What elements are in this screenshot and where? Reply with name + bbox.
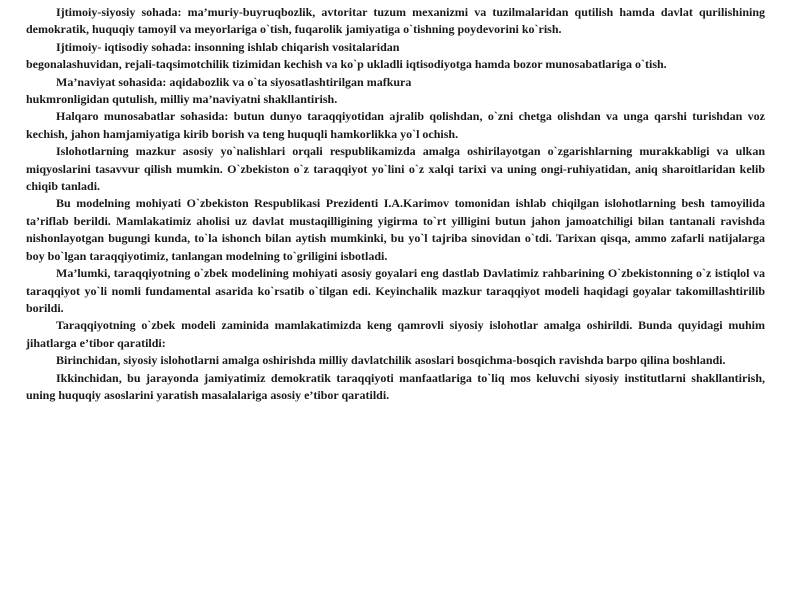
document-body (26, 4, 765, 404)
paragraph-socio-economic-heading: Ijtimoiy- iqtisodiy sohada: insonning ishlab chiqarish vositalaridan (56, 39, 400, 54)
paragraph-socio-political: Ijtimoiy-siyosiy sohada: ma’muriy-buyruqbozlik, avtoritar tuzum mexanizmi va tuzilmalaridan qutilish hamda davlat qurilishining demokratik, huquqiy tamoyil va meyorlariga o`tish, fuqarolik jamiyatiga o`tishning poydevorini ko`rish. (26, 5, 765, 37)
paragraph-second-point: Ikkinchidan, bu jarayonda jamiyatimiz demokratik taraqqiyoti manfaatlariga to`liq mos keluvchi siyosiy institutlarni shakllantirish, uning huquqiy asoslarini yaratish masalalariga asosiy e’tibor qaratildi. (26, 370, 765, 402)
paragraph-reform-directions: Islohotlarning mazkur asosiy yo`nalishlari orqali respublikamizda amalga oshirilayotgan o`zgarishlarning murakkabligi va ulkan miqyoslarini tasavvur qilish mumkin. O`zbekiston o`z taraqqiyot yo`lini o`z xalqi tarixi va uning ongi-ruhiyatidan, aniq sharoitlaridan kelib chiqib tanladi. (26, 144, 765, 194)
paragraph-model-ideas: Ma’lumki, taraqqiyotning o`zbek modelining mohiyati asosiy goyalari eng dastlab Davlatimiz rahbarining O`zbekistonning o`z istiqlol va taraqqiyot yo`li nomli fundamental asarida ko`rsatib o`tilgan edi. Keyinchalik mazkur taraqqiyot modeli haqidagi goyalar takomillashtirilib borildi. (26, 266, 765, 315)
paragraph-model-essence: Bu modelning mohiyati O`zbekiston Respublikasi Prezidenti I.A.Karimov tomonidan ishlab chiqilgan islohotlarning besh tamoyilida ta’riflab berildi. Mamlakatimiz aholisi uz davlat mustaqilligining yigirma to`rt yilligini butun jahon jamoatchiligi bilan tantanali ravishda nishonlayotgan bugungi kunda, to`la ishonch bilan aytish mumkinki, bu yo`l tajriba sinovidan o`tdi. Tarixan qisqa, ammo zafarli natijalarga boy bo`lgan taraqqiyotimiz, tanlangan modelning to`griligini isbotladi. (26, 196, 765, 263)
paragraph-spiritual-heading: Ma’naviyat sohasida: aqidabozlik va o`ta siyosatlashtirilgan mafkura (56, 74, 412, 89)
paragraph-first-point: Birinchidan, siyosiy islohotlarni amalga oshirishda milliy davlatchilik asoslari bosqichma-bosqich ravishda barpo qilina boshlandi. (56, 353, 726, 368)
paragraph-spiritual-body: hukmronligidan qutulish, milliy ma’naviyatni shakllantirish. (26, 92, 338, 107)
paragraph-socio-economic-body: begonalashuvidan, rejali-taqsimotchilik tizimidan kechish va ko`p ukladli iqtisodiyotga hamda bozor munosabatlariga o`tish. (26, 57, 667, 72)
paragraph-international-relations: Halqaro munosabatlar sohasida: butun dunyo taraqqiyotidan ajralib qolishdan, o`zni chetga olishdan va unga qarshi turishdan voz kechish, jahon hamjamiyatiga kirib borish va teng huquqli hamkorlikka yo`l ochish. (26, 109, 765, 141)
paragraph-political-reforms: Taraqqiyotning o`zbek modeli zaminida mamlakatimizda keng qamrovli siyosiy islohotlar amalga oshirildi. Bunda quyidagi muhim jihatlarga e’tibor qaratildi: (26, 318, 765, 350)
